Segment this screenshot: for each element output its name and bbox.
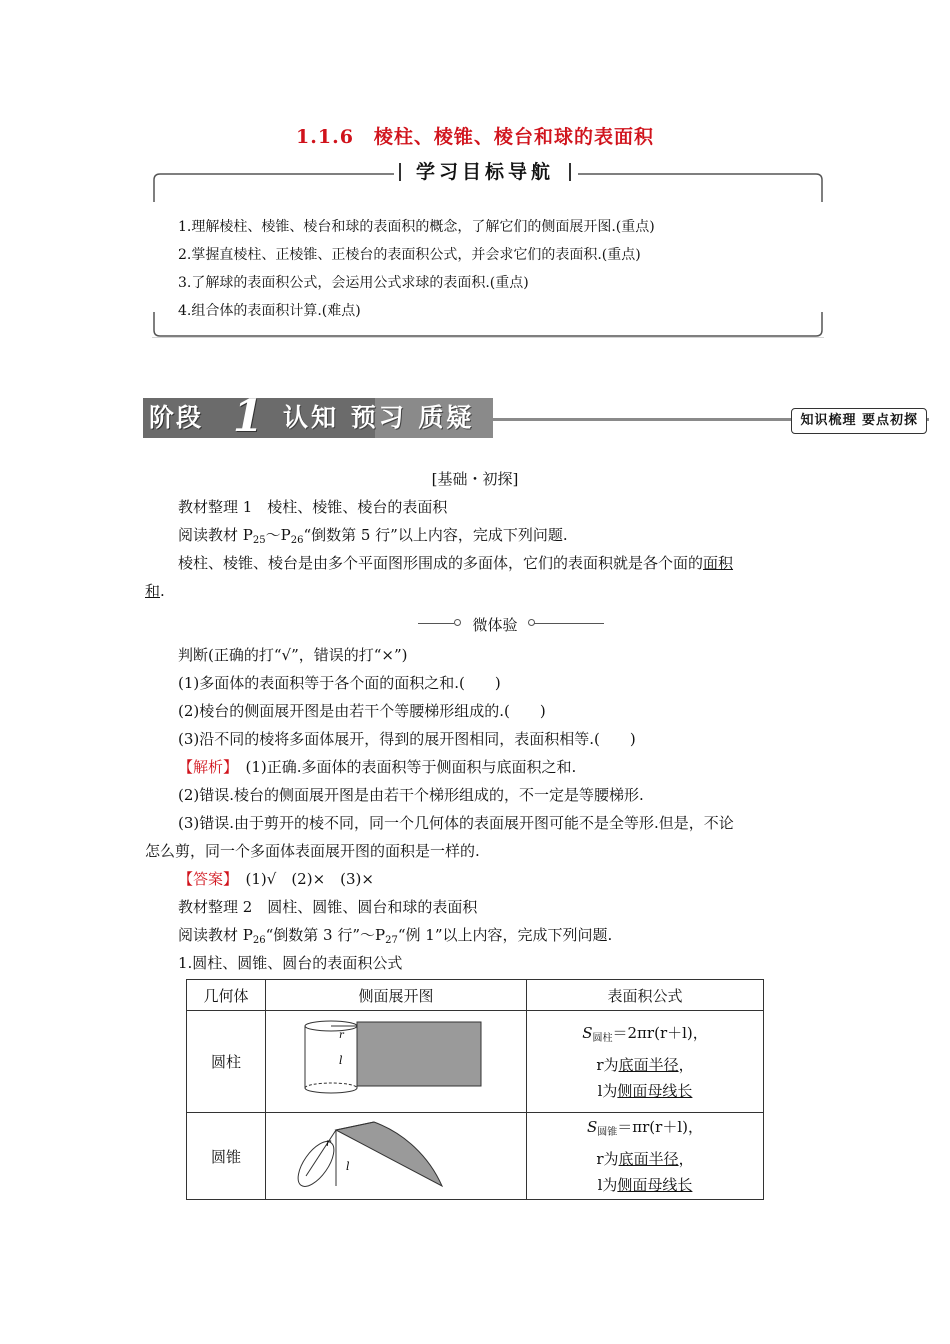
read-text: 阅读教材 P (178, 526, 253, 544)
stage-title: 认知 预习 质疑 (283, 403, 475, 432)
material1-body-cont (145, 580, 165, 601)
read-text: ～P (265, 526, 291, 544)
table-row (187, 1113, 764, 1200)
read-sub: 27 (385, 935, 398, 946)
goal-item: 1.理解棱柱、棱锥、棱台和球的表面积的概念，了解它们的侧面展开图.(重点) (178, 219, 655, 235)
read-text: “倒数第 3 行”～P (265, 926, 386, 944)
divider-dot (454, 619, 461, 626)
heading-bar-left (399, 163, 401, 181)
blank-answer: 面积 (703, 554, 734, 572)
formula-s: S (587, 1118, 598, 1136)
formula-line (528, 1114, 762, 1146)
desc-text: ， (678, 1055, 694, 1074)
formula-s: S (582, 1023, 593, 1042)
analysis-line: (3)错误.由于剪开的棱不同，同一个几何体的表面展开图可能不是全等形.但是，不论 (178, 814, 734, 832)
table-header-row (187, 980, 764, 1011)
micro-experience-divider (418, 614, 604, 634)
goal-item: 3.了解球的表面积公式，会运用公式求球的表面积.(重点) (178, 275, 529, 291)
body-text: 棱柱、棱锥、棱台是由多个平面图形围成的多面体，它们的表面积就是各个面的 (178, 554, 704, 572)
read-text: 阅读教材 P (178, 926, 253, 944)
stage-banner (143, 391, 929, 442)
formula-line (528, 1020, 762, 1052)
read-text: “倒数第 5 行”以上内容，完成下列问题. (303, 526, 568, 544)
material1-body (178, 552, 733, 573)
read-text: “例 1”以上内容，完成下列问题. (397, 926, 613, 944)
material2-title: 教材整理 2 圆柱、圆锥、圆台和球的表面积 (178, 898, 478, 916)
formula-cell (527, 1011, 764, 1113)
stage-number: 1 (232, 391, 264, 442)
formula-heading: 1.圆柱、圆锥、圆台的表面积公式 (178, 954, 403, 972)
solid-name: 圆锥 (187, 1113, 266, 1200)
formula-desc (528, 1052, 762, 1078)
analysis-label: 【解析】 (178, 758, 231, 776)
read-sub: 25 (252, 535, 266, 546)
judge-item: (3)沿不同的棱将多面体展开，得到的展开图相同，表面积相等.( ) (178, 730, 636, 748)
desc-text: ， (678, 1150, 694, 1168)
desc-text: r为 (596, 1150, 619, 1168)
table-header: 几何体 (187, 980, 266, 1011)
learning-goals-heading (395, 156, 575, 188)
desc-text: l为 (597, 1176, 618, 1194)
slant-label: l (346, 1160, 350, 1173)
formula-text: ＝2πr(r＋l)， (612, 1023, 708, 1042)
cylinder-figure-cell (266, 1011, 527, 1113)
divider-line (534, 623, 604, 624)
heading-bar-right (569, 163, 571, 181)
solid-name: 圆柱 (187, 1011, 266, 1113)
formula-text: ＝πr(r＋l)， (617, 1118, 703, 1136)
blank-answer: 底面半径 (618, 1150, 679, 1168)
answer-text: (1)√ (2)× (3)× (230, 870, 374, 888)
cone-figure-cell (266, 1113, 527, 1200)
blank-answer: 侧面母线长 (617, 1081, 693, 1100)
slant-label: l (339, 1053, 343, 1067)
goal-item: 2.掌握直棱柱、正棱锥、正棱台的表面积公式，并会求它们的表面积.(重点) (178, 247, 641, 263)
judge-item: (2)棱台的侧面展开图是由若干个等腰梯形组成的.( ) (178, 702, 546, 720)
answer-line (178, 868, 374, 889)
micro-experience-title: 微体验 (472, 616, 518, 634)
cone-net-figure (296, 1114, 496, 1194)
section-basic-label: [基础・初探] (431, 470, 519, 488)
formula-desc (528, 1078, 762, 1104)
material1-title: 教材整理 1 棱柱、棱锥、棱台的表面积 (178, 498, 448, 516)
table-header: 表面积公式 (527, 980, 764, 1011)
read-sub: 26 (290, 535, 304, 546)
blank-answer: 侧面母线长 (617, 1176, 693, 1194)
surface-area-table (186, 979, 764, 1200)
page-title: 1.1.6 棱柱、棱锥、棱台和球的表面积 (296, 126, 654, 148)
goals-heading-text: 学习目标导航 (415, 161, 554, 183)
radius-label: r (326, 1138, 331, 1149)
table-row (187, 1011, 764, 1113)
formula-desc (528, 1146, 762, 1172)
answer-label: 【答案】 (178, 870, 231, 888)
cylinder-net-figure (301, 1018, 491, 1102)
judge-item: (1)多面体的表面积等于各个面的面积之和.( ) (178, 674, 501, 692)
table-header: 侧面展开图 (266, 980, 527, 1011)
divider-line (418, 623, 454, 624)
analysis-text: (1)正确.多面体的表面积等于侧面积与底面积之和. (230, 758, 577, 776)
analysis-line (178, 756, 576, 777)
blank-answer: 底面半径 (618, 1055, 679, 1074)
body-text: . (160, 582, 165, 600)
judge-intro: 判断(正确的打“√”，错误的打“×”) (178, 646, 408, 664)
desc-text: r为 (596, 1055, 619, 1074)
formula-cell (527, 1113, 764, 1200)
radius-label: r (339, 1029, 344, 1041)
read-sub: 26 (252, 935, 266, 946)
stage-label: 阶段 (149, 403, 204, 432)
blank-answer: 和 (145, 582, 161, 600)
stage-tag: 知识梳理 要点初探 (791, 408, 927, 434)
formula-sub: 圆柱 (592, 1032, 613, 1044)
formula-sub: 圆锥 (597, 1127, 618, 1138)
desc-text: l为 (597, 1081, 618, 1100)
goal-item: 4.组合体的表面积计算.(难点) (178, 303, 361, 319)
material2-read (178, 924, 612, 946)
formula-desc (528, 1172, 762, 1198)
analysis-line: (2)错误.棱台的侧面展开图是由若干个梯形组成的，不一定是等腰梯形. (178, 786, 644, 804)
material1-read (178, 524, 568, 546)
analysis-line: 怎么剪，同一个多面体表面展开图的面积是一样的. (145, 842, 480, 860)
